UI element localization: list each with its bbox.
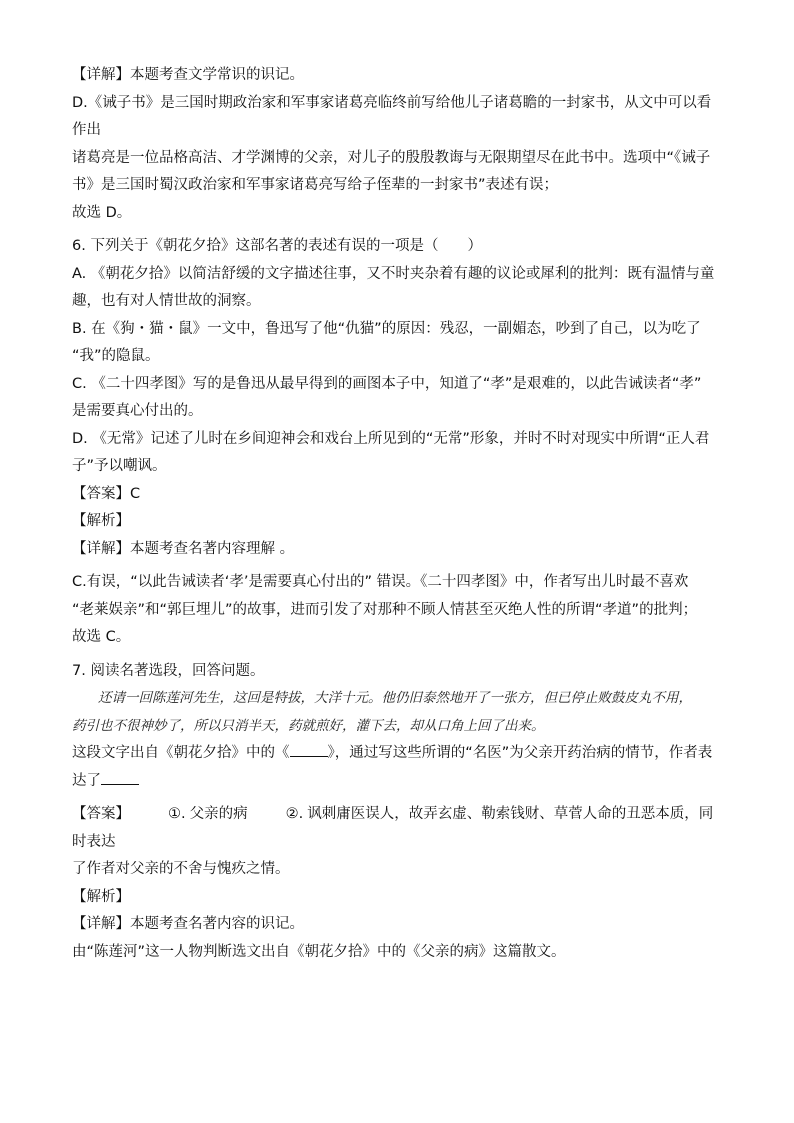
explanation-line: D.《诫子书》是三国时期政治家和军事家诸葛亮临终前写给他儿子诸葛瞻的一封家书，从文中可以看作出 <box>72 94 712 138</box>
answer-line-cont: 了作者对父亲的不舍与愧疚之情。 <box>72 861 290 877</box>
choice-line: 故选 C。 <box>72 629 131 645</box>
detail-line: 【详解】本题考查名著内容理解 。 <box>72 540 295 557</box>
answer-1: 父亲的病 <box>189 806 248 822</box>
option-b: B. 在《狗・猫・鼠》一文中，鲁迅写了他“仇猫”的原因：残忍，一副媚态，吵到了自己，以为吃了 <box>72 320 701 337</box>
option-a-cont: 趣，也有对人情世故的洞察。 <box>72 293 261 309</box>
answer-label: 【答案】 <box>72 806 130 822</box>
option-d: D. 《无常》记述了儿时在乡间迎神会和戏台上所见到的“无常”形象，并时不时对现实中所谓“正人君 <box>72 430 710 447</box>
prompt-part: 达了 <box>72 772 101 789</box>
answer-line <box>72 801 722 856</box>
answer-1-number: ①. <box>168 806 186 822</box>
choice-line: 故选 D。 <box>72 204 132 221</box>
explanation-line: 诸葛亮是一位品格高洁、才学渊博的父亲，对儿子的殷殷教诲与无限期望尽在此书中。选项中“《诫子 <box>72 149 711 166</box>
question-7-prompt-cont <box>72 768 722 796</box>
question-7-prompt <box>72 740 722 768</box>
option-b-cont: “我”的隐鼠。 <box>72 348 160 364</box>
explanation-line: C.有误，“以此告诫读者‘孝’是需要真心付出的” 错误。《二十四孝图》中，作者写出儿时最不喜欢 <box>72 574 689 590</box>
answer-2-number: ②. <box>285 806 304 822</box>
document-page <box>72 62 722 966</box>
prompt-part: 》，通过写这些所谓的“名医”为父亲开药治病的情节，作者表 <box>327 745 713 761</box>
option-c: C. 《二十四孝图》写的是鲁迅从最早得到的画图本子中，知道了“孝”是艰难的，以此告诫读者“孝” <box>72 375 702 392</box>
answer-blank <box>101 770 139 785</box>
prompt-part: 这段文字出自《朝花夕拾》中的《 <box>72 745 290 761</box>
explanation-line: 由“陈莲河”这一人物判断选文出自《朝花夕拾》中的《父亲的病》这篇散文。 <box>72 943 566 960</box>
answer-blank <box>290 742 328 757</box>
quoted-passage: 还请一回陈莲河先生，这回是特拔，大洋十元。他仍旧泰然地开了一张方，但已停止败鼓皮丸不用， <box>98 690 692 706</box>
option-d-cont: 子”予以嘲讽。 <box>72 458 167 474</box>
answer-line: 【答案】C <box>72 485 141 502</box>
answer-2: 讽刺庸医误人，故弄玄虚、勒索钱财、草菅人命的丑恶本质，同时表达 <box>72 806 714 850</box>
detail-line: 【详解】本题考查文学常识的识记。 <box>72 67 304 83</box>
analysis-label: 【解析】 <box>72 888 130 905</box>
option-c-cont: 是需要真心付出的。 <box>72 403 203 419</box>
explanation-line: “老莱娱亲”和“郭巨埋儿”的故事，进而引发了对那种不顾人情甚至灭绝人性的所谓“孝道”的批判； <box>72 601 698 618</box>
explanation-line: 书》是三国时蜀汉政治家和军事家诸葛亮写给子侄辈的一封家书”表述有误； <box>72 177 559 193</box>
analysis-label: 【解析】 <box>72 513 130 529</box>
option-a: A. 《朝花夕拾》以简洁舒缓的文字描述往事，又不时夹杂着有趣的议论或犀利的批判：既有温情与童 <box>72 265 715 282</box>
question-6-stem: 6. 下列关于《朝花夕拾》这部名著的表述有误的一项是（ ） <box>72 238 482 254</box>
question-7-stem: 7. 阅读名著选段，回答问题。 <box>72 662 265 679</box>
detail-line: 【详解】本题考查名著内容的识记。 <box>72 916 304 932</box>
quoted-passage-cont: 药引也不很神妙了，所以只消半天，药就煎好，灌下去，却从口角上回了出来。 <box>72 717 545 734</box>
